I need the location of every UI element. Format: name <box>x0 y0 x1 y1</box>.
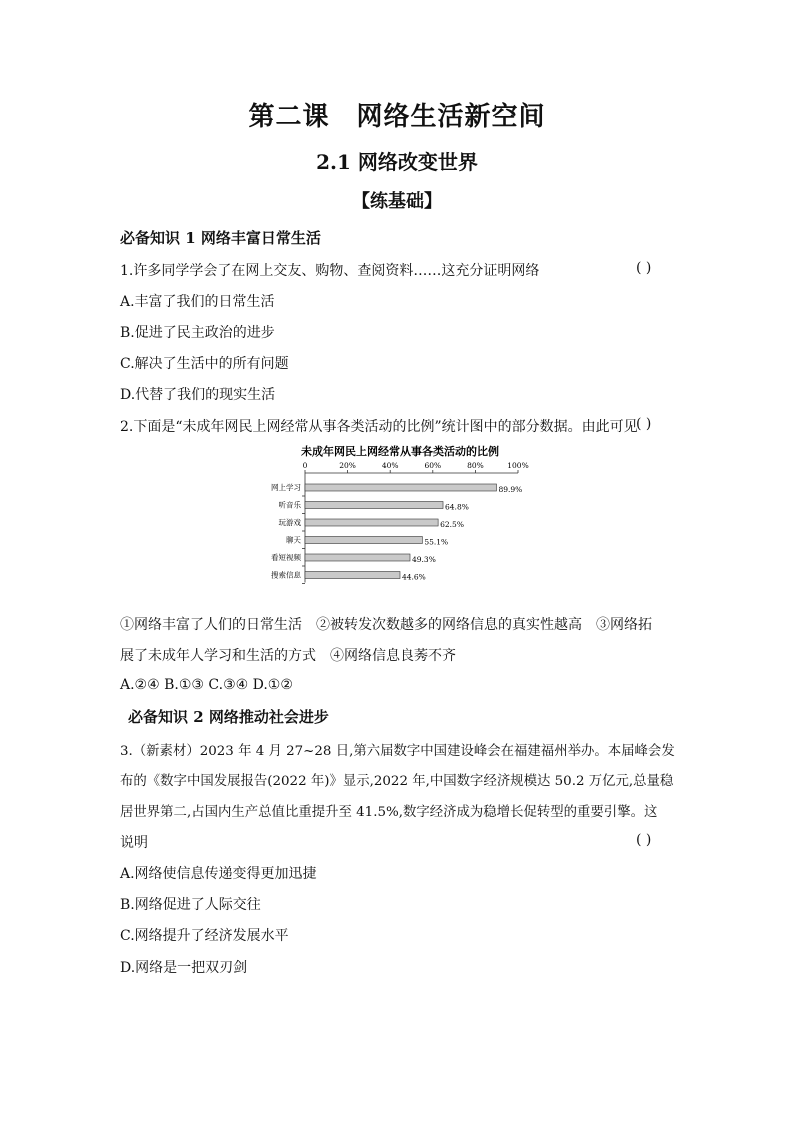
q1-answer-blank: ( ) <box>636 260 652 276</box>
q3-answer-blank: ( ) <box>636 832 652 848</box>
chart-bar <box>305 502 443 509</box>
chart-value-label: 44.6% <box>401 572 426 582</box>
chart-value-label: 62.5% <box>440 520 464 529</box>
q2-options: A.②④ B.①③ C.③④ D.①② <box>120 677 293 693</box>
chart-tick-label: 0 <box>302 461 308 470</box>
chart-category-label: 网上学习 <box>271 483 301 492</box>
q1-option-a: A.丰富了我们的日常生活 <box>120 294 275 310</box>
chart-tick-label: 40% <box>381 461 399 470</box>
q2-stem: 2.下面是“未成年网民上网经常从事各类活动的比例”统计图中的部分数据。由此可见 <box>120 419 638 435</box>
chart-value-label: 49.3% <box>412 555 436 564</box>
q1-option-b: B.促进了民主政治的进步 <box>120 325 275 341</box>
q3-line3: 居世界第二,占国内生产总值比重提升至 41.5%,数字经济成为稳增长促转型的重要引擎。这 <box>120 805 658 820</box>
chart-category-label: 看短视频 <box>271 553 301 562</box>
knowledge-heading-2: 必备知识 2 网络推动社会进步 <box>128 708 329 726</box>
q3-line2: 布的《数字中国发展报告(2022 年)》显示,2022 年,中国数字经济规模达 50.2 万亿元,总量稳 <box>120 774 674 789</box>
chart-bar <box>305 572 400 579</box>
chart-tick-label: 20% <box>339 461 356 470</box>
lesson-title: 第二课 网络生活新空间 <box>248 102 546 132</box>
chart-value-label: 64.8% <box>445 502 469 512</box>
q1-stem: 1.许多同学学会了在网上交友、购物、查阅资料……这充分证明网络 <box>120 263 540 279</box>
chart-category-label: 玩游戏 <box>278 518 301 527</box>
q3-option-d: D.网络是一把双刃剑 <box>120 960 248 976</box>
chart-bar <box>305 537 422 544</box>
chart-category-label: 听音乐 <box>278 500 301 510</box>
chart-category-label: 聊天 <box>286 535 301 545</box>
q2-answer-blank: ( ) <box>636 416 652 432</box>
chart-title: 未成年网民上网经常从事各类活动的比例 <box>301 445 499 458</box>
q3-option-a: A.网络使信息传递变得更加迅捷 <box>120 866 317 882</box>
q3-option-c: C.网络提升了经济发展水平 <box>120 928 289 944</box>
section-title: 2.1 网络改变世界 <box>316 150 478 174</box>
q1-option-d: D.代替了我们的现实生活 <box>120 387 276 403</box>
practice-heading: 【练基础】 <box>352 191 442 212</box>
chart-value-label: 55.1% <box>424 537 449 547</box>
activity-bar-chart <box>250 440 550 600</box>
knowledge-heading-1: 必备知识 1 网络丰富日常生活 <box>120 229 321 247</box>
q2-statements-line2: 展了未成年人学习和生活的方式 ④网络信息良莠不齐 <box>120 648 456 664</box>
chart-bar <box>305 484 496 491</box>
q1-option-c: C.解决了生活中的所有问题 <box>120 356 289 372</box>
q2-statements-line1: ①网络丰富了人们的日常生活 ②被转发次数越多的网络信息的真实性越高 ③网络拓 <box>120 617 652 633</box>
chart-tick-label: 100% <box>507 461 529 470</box>
chart-value-label: 89.9% <box>498 485 523 494</box>
q3-line1: 3.（新素材）2023 年 4 月 27~28 日,第六届数字中国建设峰会在福建福州举办。本届峰会发 <box>120 744 675 759</box>
chart-bar <box>305 554 410 561</box>
chart-tick-label: 80% <box>467 461 484 470</box>
chart-tick-label: 60% <box>424 461 442 470</box>
chart-category-label: 搜索信息 <box>271 570 301 580</box>
q3-line4: 说明 <box>120 835 148 851</box>
q3-option-b: B.网络促进了人际交往 <box>120 897 261 913</box>
chart-bar <box>305 519 438 526</box>
